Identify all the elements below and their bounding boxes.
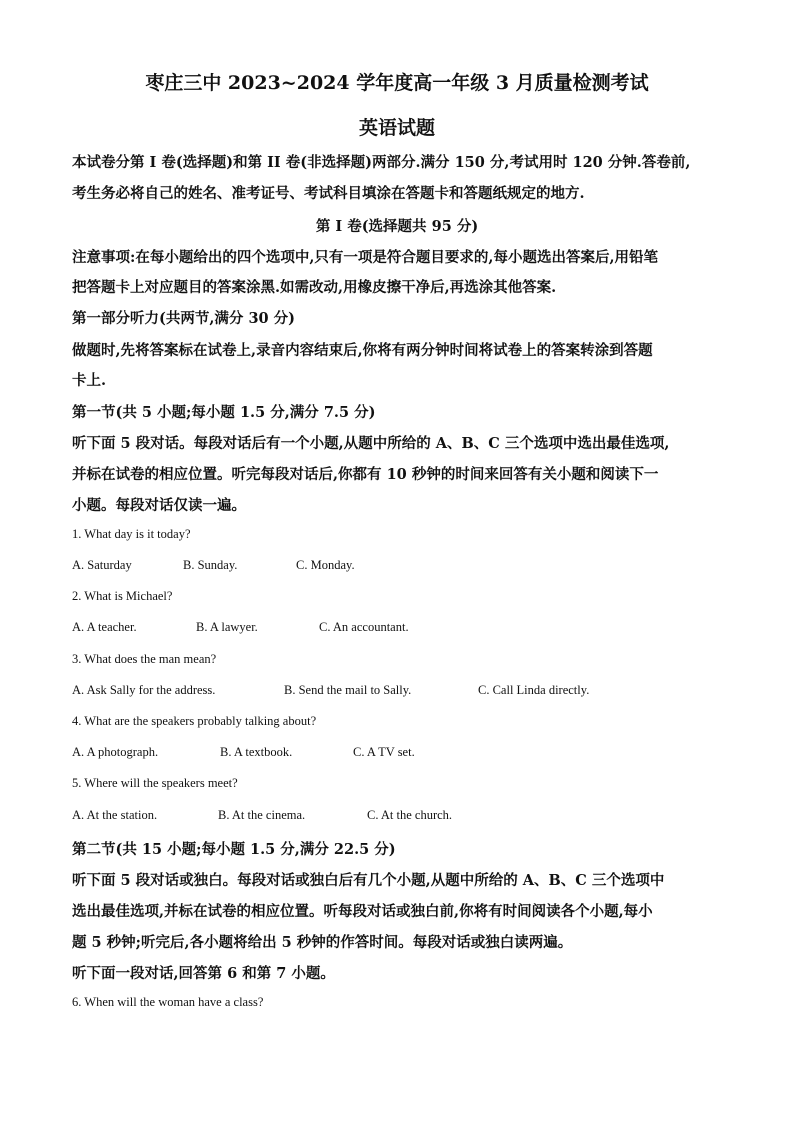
- notice-line-2: 把答题卡上对应题目的答案涂黑.如需改动,用橡皮擦干净后,再选涂其他答案.: [72, 279, 557, 296]
- listening-instr-1: 做题时,先将答案标在试卷上,录音内容结束后,你将有两分钟时间将试卷上的答案转涂到答题: [72, 342, 653, 359]
- question-2-option-b: B. A lawyer.: [196, 620, 258, 634]
- section1-instr-1: 听下面 5 段对话。每段对话后有一个小题,从题中所给的 A、B、C 三个选项中选出最佳选项,: [72, 435, 670, 452]
- section2-instr-1: 听下面 5 段对话或独白。每段对话或独白后有几个小题,从题中所给的 A、B、C 三个选项中: [72, 872, 665, 889]
- question-1: 1. What day is it today?: [72, 527, 191, 541]
- question-4-option-a: A. A photograph.: [72, 745, 159, 759]
- question-2-option-c: C. An accountant.: [319, 620, 409, 634]
- section2-title: 第二节(共 15 小题;每小题 1.5 分,满分 22.5 分): [72, 841, 396, 858]
- question-3-option-b: B. Send the mail to Sally.: [284, 683, 412, 697]
- question-4: 4. What are the speakers probably talking about?: [72, 714, 317, 728]
- listening-instr-2: 卡上.: [72, 372, 107, 389]
- question-3-option-a: A. Ask Sally for the address.: [72, 683, 216, 697]
- section1-instr-3: 小题。每段对话仅读一遍。: [72, 497, 246, 514]
- question-2-option-a: A. A teacher.: [72, 620, 137, 634]
- question-5-option-b: B. At the cinema.: [218, 808, 306, 822]
- question-4-option-b: B. A textbook.: [220, 745, 293, 759]
- question-5-option-a: A. At the station.: [72, 808, 158, 822]
- section1-instr-2: 并标在试卷的相应位置。听完每段对话后,你都有 10 秒钟的时间来回答有关小题和阅读下一: [72, 466, 659, 483]
- question-1-option-a: A. Saturday: [72, 558, 132, 572]
- question-3-option-c: C. Call Linda directly.: [478, 683, 590, 697]
- notice-line-1: 注意事项:在每小题给出的四个选项中,只有一项是符合题目要求的,每小题选出答案后,用铅笔: [72, 249, 658, 266]
- question-5: 5. Where will the speakers meet?: [72, 776, 238, 790]
- question-1-option-b: B. Sunday.: [183, 558, 238, 572]
- question-4-option-c: C. A TV set.: [353, 745, 415, 759]
- question-6: 6. When will the woman have a class?: [72, 995, 264, 1009]
- question-3: 3. What does the man mean?: [72, 652, 217, 666]
- exam-title: 枣庄三中 2023~2024 学年度高一年级 3 月质量检测考试: [145, 72, 649, 94]
- question-5-option-c: C. At the church.: [367, 808, 453, 822]
- intro-line-2: 考生务必将自己的姓名、准考证号、考试科目填涂在答题卡和答题纸规定的地方.: [72, 185, 585, 202]
- listening-title: 第一部分听力(共两节,满分 30 分): [72, 310, 296, 327]
- section2-instr-3: 题 5 秒钟;听完后,各小题将给出 5 秒钟的作答时间。每段对话或独白读两遍。: [72, 934, 573, 951]
- exam-subtitle: 英语试题: [358, 117, 435, 139]
- section1-title: 第一节(共 5 小题;每小题 1.5 分,满分 7.5 分): [72, 404, 376, 421]
- question-2: 2. What is Michael?: [72, 589, 173, 603]
- section2-sub-instruction: 听下面一段对话,回答第 6 和第 7 小题。: [72, 965, 335, 982]
- part1-title: 第 I 卷(选择题共 95 分): [315, 218, 479, 235]
- intro-line-1: 本试卷分第 I 卷(选择题)和第 II 卷(非选择题)两部分.满分 150 分,考试用时 120 分钟.答卷前,: [72, 154, 691, 171]
- question-1-option-c: C. Monday.: [296, 558, 355, 572]
- section2-instr-2: 选出最佳选项,并标在试卷的相应位置。听每段对话或独白前,你将有时间阅读各个小题,每小: [72, 903, 653, 920]
